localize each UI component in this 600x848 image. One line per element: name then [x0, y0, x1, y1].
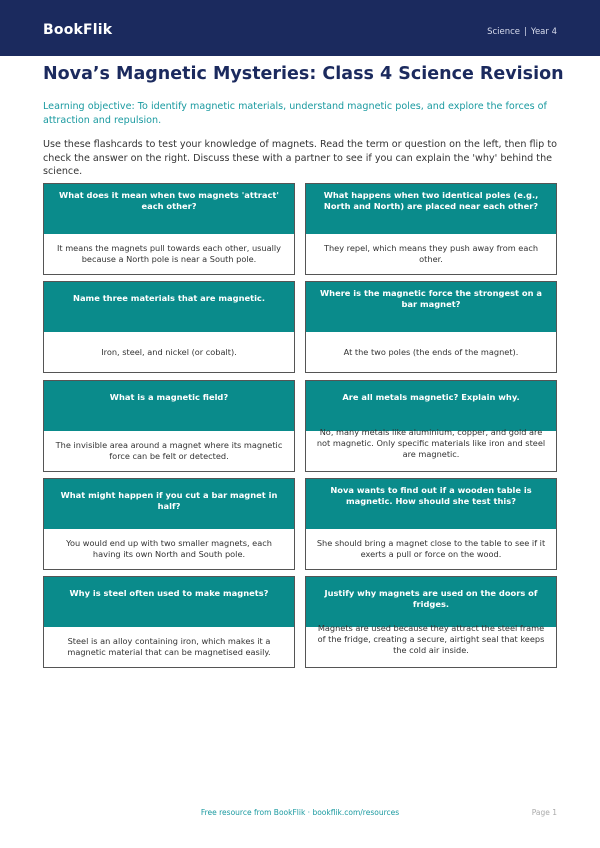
flashcard-question: Where is the magnetic force the strongest on a bar magnet?: [306, 282, 556, 332]
subject-meta: [487, 27, 557, 37]
brand-logo[interactable]: BookFlik: [43, 22, 113, 38]
flashcard-10[interactable]: [305, 576, 557, 668]
footer-link[interactable]: Free resource from BookFlik · bookflik.com/resources: [200, 808, 400, 817]
page-title: Nova’s Magnetic Mysteries: Class 4 Science Revision: [43, 64, 564, 84]
flashcard-answer: No, many metals like aluminium, copper, and gold are not magnetic. Only specific materials like iron and steel are magnetic.: [316, 427, 546, 459]
flashcard-question: Justify why magnets are used on the doors of fridges.: [306, 577, 556, 627]
page-number: Page 1: [531, 808, 557, 817]
flashcard-9[interactable]: [43, 576, 295, 668]
flashcard-answer: It means the magnets pull towards each other, usually because a North pole is near a South pole.: [56, 243, 282, 264]
flashcard-question: Nova wants to find out if a wooden table is magnetic. How should she test this?: [306, 479, 556, 529]
flashcard-answer: Magnets are used because they attract the steel frame of the fridge, creating a secure, airtight seal that keeps the cold air inside.: [317, 623, 545, 655]
flashcard-7[interactable]: [43, 478, 295, 570]
flashcard-answer: They repel, which means they push away from each other.: [323, 243, 539, 264]
subject-label: Science: [487, 27, 521, 37]
flashcard-5[interactable]: [43, 380, 295, 472]
flashcard-question: Why is steel often used to make magnets?: [44, 577, 294, 627]
top-banner: [0, 0, 600, 56]
flashcard-8[interactable]: [305, 478, 557, 570]
learning-objective: Learning objective: To identify magnetic materials, understand magnetic poles, and explore the forces of attraction and repulsion.: [43, 101, 547, 126]
flashcard-question: Are all metals magnetic? Explain why.: [306, 381, 556, 431]
flashcard-answer: Steel is an alloy containing iron, which makes it a magnetic material that can be magnetised easily.: [67, 636, 271, 657]
flashcard-6[interactable]: [305, 380, 557, 472]
flashcard-answer: You would end up with two smaller magnets, each having its own North and South pole.: [66, 538, 272, 559]
flashcard-1[interactable]: [43, 183, 295, 275]
meta-separator: |: [524, 27, 527, 37]
flashcard-2[interactable]: [305, 183, 557, 275]
flashcard-question: What happens when two identical poles (e.g., North and North) are placed near each other?: [306, 184, 556, 234]
flashcard-answer: The invisible area around a magnet where its magnetic force can be felt or detected.: [55, 440, 283, 461]
flashcard-question: What does it mean when two magnets 'attract' each other?: [44, 184, 294, 234]
flashcard-3[interactable]: [43, 281, 295, 373]
flashcard-answer: Iron, steel, and nickel (or cobalt).: [101, 346, 237, 357]
flashcard-4[interactable]: [305, 281, 557, 373]
flashcard-question: What might happen if you cut a bar magnet in half?: [44, 479, 294, 529]
flashcard-question: What is a magnetic field?: [44, 381, 294, 431]
intro-text: Use these flashcards to test your knowledge of magnets. Read the term or question on the left, then flip to check the answer on the right. Discuss these with a partner to see if you can explain the 'why' behind the science.: [43, 139, 557, 177]
year-label: Year 4: [530, 27, 557, 37]
flashcard-question: Name three materials that are magnetic.: [44, 282, 294, 332]
flashcard-answer: She should bring a magnet close to the table to see if it exerts a pull or force on the wood.: [316, 538, 546, 559]
flashcard-answer: At the two poles (the ends of the magnet).: [343, 346, 519, 357]
